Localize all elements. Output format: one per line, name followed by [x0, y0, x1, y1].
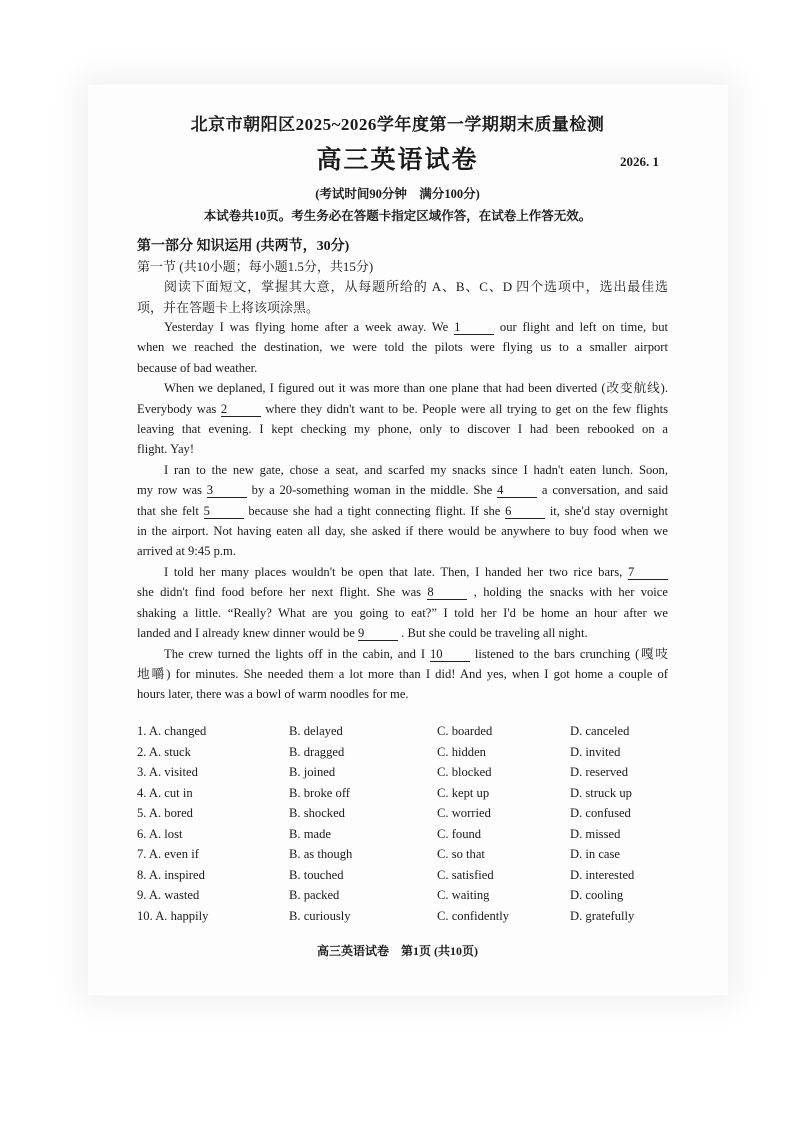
instructions	[137, 277, 668, 318]
paragraph	[137, 378, 668, 460]
passage-line: leaving that evening. I kept checking my phone, only to discover I had been rebooked on a	[137, 422, 668, 437]
blank-10: 10	[430, 647, 470, 662]
option-c: C. worried	[437, 806, 491, 820]
option-row	[137, 724, 697, 745]
option-c: C. waiting	[437, 888, 490, 902]
option-c: C. blocked	[437, 765, 492, 779]
passage-line: arrived at 9:45 p.m.	[137, 544, 236, 559]
blank-2: 2	[221, 402, 261, 417]
option-b: B. curiously	[289, 908, 351, 923]
option-b: B. made	[289, 826, 331, 841]
blank-4: 4	[497, 483, 537, 498]
option-d: D. gratefully	[570, 908, 635, 923]
option-d: D. struck up	[570, 785, 632, 800]
option-c: C. satisfied	[437, 867, 494, 882]
passage-line: shaking a little. “Really? What are you going to eat?” I told her I'd be home an hour after we	[137, 605, 668, 620]
time-score: (考试时间90分钟 满分100分)	[315, 187, 480, 201]
option-row	[137, 888, 697, 909]
passage-line: landed and I already knew dinner would be 9 . But she could be traveling all night.	[137, 626, 588, 641]
option-row	[137, 909, 697, 930]
passage-line: my row was 3 by a 20-something woman in the middle. She 4 a conversation, and said	[137, 483, 668, 498]
option-c: C. found	[437, 826, 482, 841]
option-b: B. dragged	[289, 744, 345, 759]
option-row	[137, 765, 697, 786]
option-d: D. canceled	[570, 724, 630, 738]
option-a: 7. A. even if	[137, 847, 199, 861]
option-d: D. confused	[570, 806, 631, 820]
passage-line: that she felt 5 because she had a tight connecting flight. If she 6 it, she'd stay overnight	[137, 503, 669, 518]
page-title: 高三英语试卷	[316, 147, 479, 174]
passage-line: flight. Yay!	[137, 442, 195, 457]
passage-line: 地嚼) for minutes. She needed them a lot more than I did! And yes, when I got home a couple of	[137, 666, 668, 681]
passage-line: because of bad weather.	[137, 360, 258, 375]
option-row	[137, 745, 697, 766]
option-b: B. packed	[289, 888, 340, 902]
option-c: C. so that	[437, 847, 485, 861]
option-a: 8. A. inspired	[137, 867, 205, 882]
passage-line: she didn't find food before her next flight. She was 8 , holding the snacks with her voice	[137, 585, 668, 600]
instructions-line: 阅读下面短文，掌握其大意，从每题所给的 A、B、C、D 四个选项中，选出最佳选	[164, 279, 668, 294]
option-d: D. in case	[570, 847, 621, 861]
blank-6: 6	[505, 504, 545, 519]
passage-line: hours later, there was a bowl of warm noodles for me.	[137, 687, 409, 702]
option-c: C. hidden	[437, 744, 486, 759]
instructions-line: 项，并在答题卡上将该项涂黑。	[137, 299, 320, 315]
option-b: B. delayed	[289, 724, 343, 738]
blank-3: 3	[207, 483, 247, 498]
passage-line: The crew turned the lights off in the cabin, and I 10 listened to the bars crunching (嘎吱	[164, 646, 668, 661]
notice: 本试卷共10页。考生务必在答题卡指定区域作答，在试卷上作答无效。	[203, 209, 592, 223]
option-b: B. shocked	[289, 806, 345, 820]
option-a: 10. A. happily	[137, 908, 209, 923]
option-d: D. missed	[570, 826, 621, 841]
subsection-title: 第一节 (共10小题；每小题1.5分，共15分)	[137, 259, 374, 274]
option-a: 6. A. lost	[137, 826, 183, 841]
paragraph	[137, 317, 668, 378]
option-b: B. touched	[289, 867, 344, 882]
option-d: D. reserved	[570, 765, 629, 779]
option-c: C. kept up	[437, 785, 490, 800]
option-a: 5. A. bored	[137, 806, 193, 820]
passage-line: Yesterday I was flying home after a week away. We 1 our flight and left on time, but	[164, 320, 668, 334]
passage-line: I ran to the new gate, chose a seat, and scarfed my snacks since I hadn't eaten lunch. Soon,	[164, 462, 668, 477]
paragraph	[137, 562, 668, 644]
passage-line: Everybody was 2 where they didn't want to be. People were all trying to get on the few flights	[137, 401, 669, 416]
exam-name: 北京市朝阳区2025~2026学年度第一学期期末质量检测	[190, 115, 605, 134]
option-a: 2. A. stuck	[137, 744, 191, 759]
option-a: 3. A. visited	[137, 765, 198, 779]
option-b: B. as though	[289, 847, 353, 861]
option-row	[137, 847, 697, 868]
blank-8: 8	[427, 585, 467, 600]
exam-date: 2026. 1	[620, 154, 659, 169]
option-a: 9. A. wasted	[137, 888, 200, 902]
option-d: D. cooling	[570, 888, 624, 902]
option-row	[137, 786, 697, 807]
option-d: D. interested	[570, 867, 635, 882]
options-list	[137, 724, 697, 929]
blank-9: 9	[358, 626, 398, 641]
option-c: C. confidently	[437, 908, 510, 923]
option-b: B. joined	[289, 765, 336, 779]
passage-line: when we reached the destination, we were told the pilots were flying us to a smaller airport	[137, 340, 668, 355]
option-row	[137, 827, 697, 848]
option-b: B. broke off	[289, 785, 350, 800]
option-a: 1. A. changed	[137, 724, 207, 738]
cloze-passage	[137, 317, 668, 705]
option-c: C. boarded	[437, 724, 493, 738]
option-row	[137, 806, 697, 827]
blank-7: 7	[628, 565, 668, 580]
option-a: 4. A. cut in	[137, 785, 193, 800]
option-d: D. invited	[570, 744, 621, 759]
part-title: 第一部分 知识运用 (共两节，30分)	[137, 239, 350, 254]
option-row	[137, 868, 697, 889]
page-footer: 高三英语试卷 第1页 (共10页)	[317, 944, 478, 958]
passage-line: in the airport. Not having eaten all day, she asked if there would be anywhere to buy food when we	[137, 524, 668, 539]
passage-line: When we deplaned, I figured out it was more than one plane that had been diverted (改变航线).	[164, 381, 668, 396]
paragraph	[137, 460, 668, 562]
blank-1: 1	[454, 320, 494, 335]
blank-5: 5	[204, 504, 244, 519]
passage-line: I told her many places wouldn't be open that late. Then, I handed her two rice bars, 7	[137, 562, 668, 582]
paragraph	[137, 644, 668, 705]
